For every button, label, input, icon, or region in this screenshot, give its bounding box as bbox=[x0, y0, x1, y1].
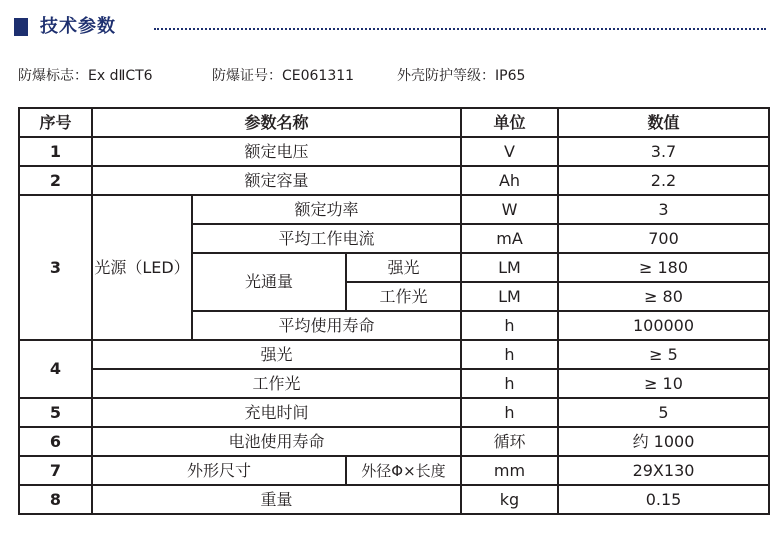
value-cell: 100000 bbox=[558, 311, 769, 340]
param-cell: 工作光 bbox=[346, 282, 461, 311]
param-cell: 充电时间 bbox=[92, 398, 461, 427]
row-no: 6 bbox=[19, 427, 92, 456]
value-cell: 5 bbox=[558, 398, 769, 427]
param-cell: 额定容量 bbox=[92, 166, 461, 195]
value-cell: 700 bbox=[558, 224, 769, 253]
param-cell: 平均使用寿命 bbox=[192, 311, 461, 340]
param-cell: 外形尺寸 bbox=[92, 456, 346, 485]
value-cell: 3.7 bbox=[558, 137, 769, 166]
unit-cell: h bbox=[461, 311, 558, 340]
dotted-divider bbox=[154, 28, 766, 30]
spec-table bbox=[18, 107, 770, 515]
light-source-group: 光源（LED） bbox=[92, 195, 192, 340]
unit-cell: LM bbox=[461, 282, 558, 311]
unit-cell: kg bbox=[461, 485, 558, 514]
param-cell: 额定功率 bbox=[192, 195, 461, 224]
section-header bbox=[14, 16, 766, 38]
param-cell: 电池使用寿命 bbox=[92, 427, 461, 456]
param-cell: 额定电压 bbox=[92, 137, 461, 166]
unit-cell: 循环 bbox=[461, 427, 558, 456]
header-param: 参数名称 bbox=[92, 108, 461, 137]
param-cell: 强光 bbox=[92, 340, 461, 369]
unit-cell: Ah bbox=[461, 166, 558, 195]
section-title: 技术参数 bbox=[40, 16, 116, 37]
row-no: 4 bbox=[19, 340, 92, 398]
unit-cell: V bbox=[461, 137, 558, 166]
value-cell: 约 1000 bbox=[558, 427, 769, 456]
value-cell: 2.2 bbox=[558, 166, 769, 195]
header-value: 数值 bbox=[558, 108, 769, 137]
value-cell: 29X130 bbox=[558, 456, 769, 485]
table-row bbox=[19, 369, 769, 398]
table-row bbox=[19, 137, 769, 166]
param-cell: 强光 bbox=[346, 253, 461, 282]
table-row bbox=[19, 195, 769, 224]
row-no: 5 bbox=[19, 398, 92, 427]
luminous-flux-group: 光通量 bbox=[192, 253, 346, 311]
header-unit: 单位 bbox=[461, 108, 558, 137]
unit-cell: h bbox=[461, 398, 558, 427]
row-no: 2 bbox=[19, 166, 92, 195]
row-no: 8 bbox=[19, 485, 92, 514]
unit-cell: W bbox=[461, 195, 558, 224]
value-cell: ≥ 180 bbox=[558, 253, 769, 282]
param-cell: 工作光 bbox=[92, 369, 461, 398]
unit-cell: mA bbox=[461, 224, 558, 253]
row-no: 1 bbox=[19, 137, 92, 166]
unit-cell: LM bbox=[461, 253, 558, 282]
unit-cell: mm bbox=[461, 456, 558, 485]
row-no: 7 bbox=[19, 456, 92, 485]
unit-cell: h bbox=[461, 340, 558, 369]
table-row bbox=[19, 398, 769, 427]
table-header-row bbox=[19, 108, 769, 137]
param-cell: 平均工作电流 bbox=[192, 224, 461, 253]
value-cell: ≥ 80 bbox=[558, 282, 769, 311]
header-no: 序号 bbox=[19, 108, 92, 137]
section-marker bbox=[14, 18, 28, 36]
table-row bbox=[19, 427, 769, 456]
explosion-mark: 防爆标志：Ex dⅡCT6 bbox=[18, 68, 153, 84]
table-row bbox=[19, 166, 769, 195]
unit-cell: h bbox=[461, 369, 558, 398]
param-cell: 重量 bbox=[92, 485, 461, 514]
value-cell: 3 bbox=[558, 195, 769, 224]
table-row bbox=[19, 340, 769, 369]
value-cell: 0.15 bbox=[558, 485, 769, 514]
value-cell: ≥ 10 bbox=[558, 369, 769, 398]
table-row bbox=[19, 485, 769, 514]
certificate-number: 防爆证号：CE061311 bbox=[212, 68, 355, 84]
sub-param-cell: 外径Φ×长度 bbox=[346, 456, 461, 485]
table-row bbox=[19, 456, 769, 485]
value-cell: ≥ 5 bbox=[558, 340, 769, 369]
protection-level: 外壳防护等级：IP65 bbox=[397, 68, 526, 84]
row-no: 3 bbox=[19, 195, 92, 340]
